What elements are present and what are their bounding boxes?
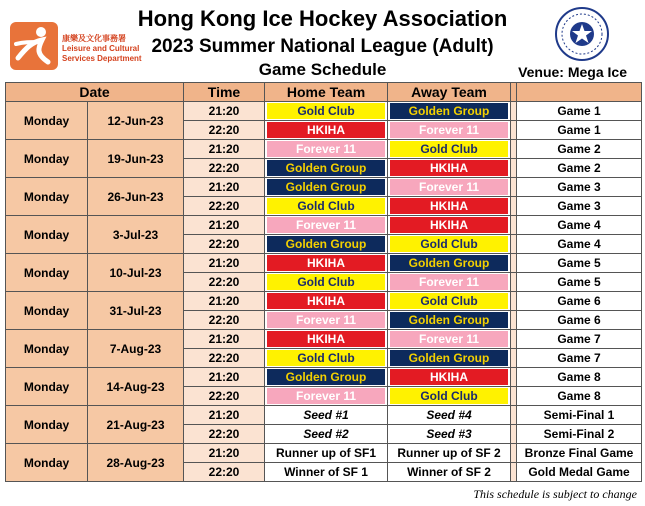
team-name: Golden Group (267, 179, 385, 195)
game-label-cell: Game 6 (517, 311, 642, 330)
date-cell: 7-Aug-23 (88, 330, 184, 368)
home-team-cell (265, 178, 388, 197)
day-cell: Monday (6, 216, 88, 254)
date-cell: 12-Jun-23 (88, 102, 184, 140)
team-name: Forever 11 (390, 122, 508, 138)
away-team-cell (388, 368, 511, 387)
time-cell: 21:20 (184, 444, 265, 463)
table-row (6, 406, 642, 425)
game-label-cell: Game 3 (517, 178, 642, 197)
page-title: Hong Kong Ice Hockey Association (137, 6, 508, 31)
home-team-cell (265, 102, 388, 121)
team-name: HKIHA (390, 160, 508, 176)
home-team-cell (265, 330, 388, 349)
home-team-cell (265, 197, 388, 216)
day-cell: Monday (6, 292, 88, 330)
table-row (6, 216, 642, 235)
team-name: HKIHA (267, 293, 385, 309)
game-label-cell: Game 6 (517, 292, 642, 311)
team-name: Gold Club (267, 103, 385, 119)
time-cell: 21:20 (184, 292, 265, 311)
home-team-cell (265, 406, 388, 425)
table-row (6, 140, 642, 159)
away-team-cell (388, 159, 511, 178)
time-cell: 22:20 (184, 159, 265, 178)
away-team-cell (388, 216, 511, 235)
team-name: Golden Group (267, 369, 385, 385)
game-label-cell: Game 4 (517, 235, 642, 254)
team-name: Gold Club (390, 236, 508, 252)
home-team-cell (265, 140, 388, 159)
team-name: Winner of SF 2 (390, 464, 508, 480)
away-team-cell (388, 387, 511, 406)
time-cell: 21:20 (184, 406, 265, 425)
table-row (6, 178, 642, 197)
away-team-cell (388, 121, 511, 140)
schedule-body (6, 102, 642, 482)
table-row (6, 444, 642, 463)
team-name: Seed #1 (267, 407, 385, 423)
away-team-cell (388, 463, 511, 482)
day-cell: Monday (6, 254, 88, 292)
header-away-team: Away Team (388, 83, 511, 102)
home-team-cell (265, 444, 388, 463)
game-label-cell: Game 8 (517, 387, 642, 406)
team-name: Forever 11 (267, 312, 385, 328)
day-cell: Monday (6, 368, 88, 406)
team-name: Gold Club (267, 350, 385, 366)
team-name: Gold Club (390, 293, 508, 309)
game-label-cell: Bronze Final Game (517, 444, 642, 463)
game-label-cell: Gold Medal Game (517, 463, 642, 482)
game-label-cell: Game 5 (517, 273, 642, 292)
away-team-cell (388, 406, 511, 425)
team-name: Forever 11 (267, 217, 385, 233)
header-game (517, 83, 642, 102)
team-name: Gold Club (390, 141, 508, 157)
game-label-cell: Game 3 (517, 197, 642, 216)
date-cell: 26-Jun-23 (88, 178, 184, 216)
time-cell: 22:20 (184, 121, 265, 140)
table-row (6, 102, 642, 121)
table-row (6, 292, 642, 311)
away-team-cell (388, 197, 511, 216)
time-cell: 21:20 (184, 368, 265, 387)
header-date: Date (6, 83, 184, 102)
team-name: Seed #2 (267, 426, 385, 442)
home-team-cell (265, 368, 388, 387)
team-name: Winner of SF 1 (267, 464, 385, 480)
away-team-cell (388, 444, 511, 463)
team-name: Forever 11 (267, 388, 385, 404)
team-name: Golden Group (390, 350, 508, 366)
lcsd-name-line2: Services Department (62, 54, 142, 63)
time-cell: 22:20 (184, 387, 265, 406)
table-row (6, 368, 642, 387)
time-cell: 22:20 (184, 311, 265, 330)
day-cell: Monday (6, 140, 88, 178)
schedule-title: Game Schedule (258, 60, 387, 79)
team-name: HKIHA (267, 122, 385, 138)
team-name: Seed #3 (390, 426, 508, 442)
date-cell: 31-Jul-23 (88, 292, 184, 330)
team-name: HKIHA (390, 217, 508, 233)
time-cell: 22:20 (184, 463, 265, 482)
header-time: Time (184, 83, 265, 102)
game-label-cell: Semi-Final 1 (517, 406, 642, 425)
game-label-cell: Game 7 (517, 349, 642, 368)
time-cell: 21:20 (184, 254, 265, 273)
game-label-cell: Semi-Final 2 (517, 425, 642, 444)
away-team-cell (388, 140, 511, 159)
date-cell: 19-Jun-23 (88, 140, 184, 178)
team-name: Runner up of SF 2 (390, 445, 508, 461)
time-cell: 21:20 (184, 102, 265, 121)
team-name: Golden Group (390, 255, 508, 271)
home-team-cell (265, 216, 388, 235)
team-name: Forever 11 (390, 331, 508, 347)
time-cell: 22:20 (184, 425, 265, 444)
team-name: HKIHA (267, 331, 385, 347)
day-cell: Monday (6, 444, 88, 482)
lcsd-chinese-name: 康樂及文化事務署 (62, 34, 126, 43)
team-name: Seed #4 (390, 407, 508, 423)
team-name: Forever 11 (267, 141, 385, 157)
schedule-table (5, 82, 642, 482)
team-name: Forever 11 (390, 179, 508, 195)
team-name: Gold Club (267, 274, 385, 290)
lcsd-name-line1: Leisure and Cultural (62, 44, 140, 53)
team-name: Golden Group (267, 236, 385, 252)
team-name: Golden Group (267, 160, 385, 176)
home-team-cell (265, 311, 388, 330)
time-cell: 21:20 (184, 140, 265, 159)
day-cell: Monday (6, 178, 88, 216)
game-label-cell: Game 1 (517, 121, 642, 140)
away-team-cell (388, 178, 511, 197)
team-name: Gold Club (390, 388, 508, 404)
team-name: Gold Club (267, 198, 385, 214)
header-home-team: Home Team (265, 83, 388, 102)
date-cell: 14-Aug-23 (88, 368, 184, 406)
team-name: HKIHA (267, 255, 385, 271)
home-team-cell (265, 387, 388, 406)
team-name: Forever 11 (390, 274, 508, 290)
away-team-cell (388, 311, 511, 330)
away-team-cell (388, 349, 511, 368)
hkiha-seal-icon (554, 6, 610, 62)
game-label-cell: Game 2 (517, 140, 642, 159)
team-name: Golden Group (390, 312, 508, 328)
home-team-cell (265, 463, 388, 482)
home-team-cell (265, 292, 388, 311)
table-header-row (6, 83, 642, 102)
game-label-cell: Game 8 (517, 368, 642, 387)
away-team-cell (388, 425, 511, 444)
away-team-cell (388, 235, 511, 254)
time-cell: 22:20 (184, 349, 265, 368)
away-team-cell (388, 102, 511, 121)
team-name: HKIHA (390, 198, 508, 214)
time-cell: 22:20 (184, 235, 265, 254)
away-team-cell (388, 254, 511, 273)
away-team-cell (388, 330, 511, 349)
team-name: Runner up of SF1 (267, 445, 385, 461)
team-name: HKIHA (390, 369, 508, 385)
home-team-cell (265, 159, 388, 178)
date-cell: 21-Aug-23 (88, 406, 184, 444)
time-cell: 22:20 (184, 273, 265, 292)
time-cell: 22:20 (184, 197, 265, 216)
game-label-cell: Game 2 (517, 159, 642, 178)
home-team-cell (265, 235, 388, 254)
date-cell: 10-Jul-23 (88, 254, 184, 292)
time-cell: 21:20 (184, 178, 265, 197)
table-row (6, 330, 642, 349)
home-team-cell (265, 273, 388, 292)
footnote: This schedule is subject to change (473, 487, 637, 501)
date-cell: 3-Jul-23 (88, 216, 184, 254)
home-team-cell (265, 349, 388, 368)
home-team-cell (265, 425, 388, 444)
day-cell: Monday (6, 330, 88, 368)
game-label-cell: Game 1 (517, 102, 642, 121)
team-name: Golden Group (390, 103, 508, 119)
away-team-cell (388, 273, 511, 292)
league-subtitle: 2023 Summer National League (Adult) (151, 36, 494, 57)
home-team-cell (265, 254, 388, 273)
time-cell: 21:20 (184, 330, 265, 349)
game-label-cell: Game 5 (517, 254, 642, 273)
day-cell: Monday (6, 406, 88, 444)
day-cell: Monday (6, 102, 88, 140)
game-label-cell: Game 4 (517, 216, 642, 235)
game-label-cell: Game 7 (517, 330, 642, 349)
venue-label: Venue: Mega Ice (518, 64, 627, 80)
date-cell: 28-Aug-23 (88, 444, 184, 482)
time-cell: 21:20 (184, 216, 265, 235)
away-team-cell (388, 292, 511, 311)
table-row (6, 254, 642, 273)
home-team-cell (265, 121, 388, 140)
